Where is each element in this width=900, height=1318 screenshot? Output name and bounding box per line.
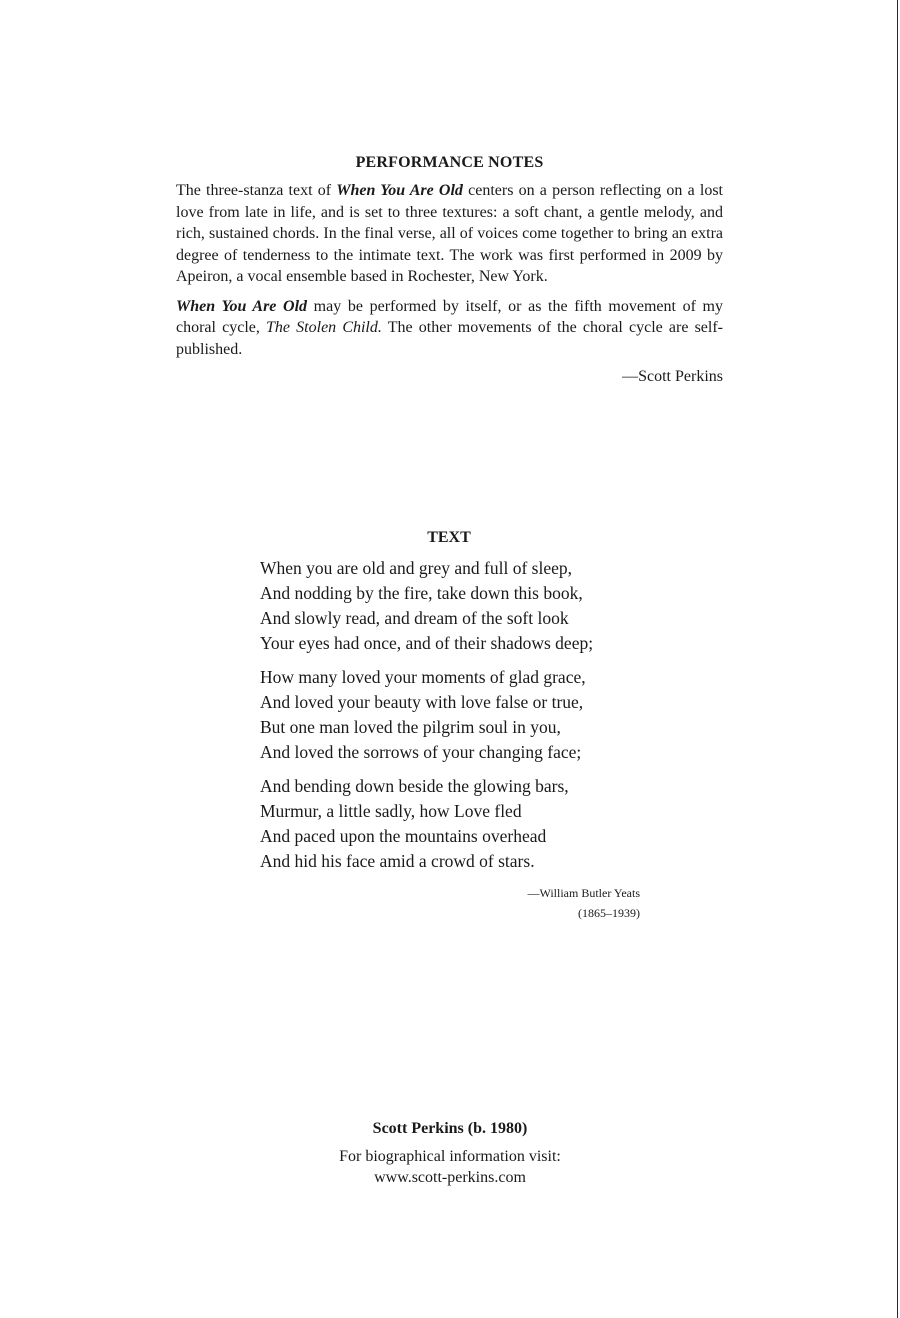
performance-notes-paragraph-1 <box>176 180 723 288</box>
text-heading: TEXT <box>427 529 471 546</box>
composer-name: Scott Perkins (b. 1980) <box>372 1120 528 1137</box>
poem-line: And loved the sorrows of your changing face; <box>260 742 582 762</box>
poem-line: Your eyes had once, and of their shadows deep; <box>260 633 594 653</box>
p2-cycle-title: The Stolen Child. <box>266 319 382 336</box>
poem-stanza-2 <box>260 665 640 765</box>
text-section <box>260 529 640 923</box>
poem-author-dates: (1865–1939) <box>578 906 640 920</box>
poem-line: But one man loved the pilgrim soul in you, <box>260 717 561 737</box>
performance-notes-section <box>176 154 723 386</box>
composer-info <box>0 1146 900 1188</box>
performance-notes-paragraph-2 <box>176 296 723 361</box>
p2-middle: may be performed by itself, or as the fifth movement of my choral cycle, <box>176 297 723 336</box>
poem-stanza-3 <box>260 774 640 874</box>
poem-line: And bending down beside the glowing bars, <box>260 776 569 796</box>
p1-intro: The three-stanza text of <box>176 182 337 199</box>
notes-signature: —Scott Perkins <box>622 368 723 385</box>
p1-work-title: When You Are Old <box>336 182 463 199</box>
poem-line: When you are old and grey and full of sleep, <box>260 558 572 578</box>
poem-stanza-1 <box>260 556 640 656</box>
poem-line: Murmur, a little sadly, how Love fled <box>260 801 522 821</box>
poem-line: And paced upon the mountains overhead <box>260 826 547 846</box>
poem-credit <box>260 883 640 923</box>
composer-website: www.scott-perkins.com <box>374 1169 526 1186</box>
composer-section <box>0 1120 900 1188</box>
poem-line: And loved your beauty with love false or true, <box>260 692 584 712</box>
performance-notes-heading: PERFORMANCE NOTES <box>355 154 544 171</box>
p2-body: The other movements of the choral cycle are self-published. <box>176 319 723 358</box>
poem-line: How many loved your moments of glad grace, <box>260 667 586 687</box>
composer-info-line: For biographical information visit: <box>339 1148 561 1165</box>
poem-author: —William Butler Yeats <box>527 886 640 900</box>
poem-line: And hid his face amid a crowd of stars. <box>260 851 535 871</box>
poem-line: And slowly read, and dream of the soft look <box>260 608 569 628</box>
p1-body: centers on a person reflecting on a lost love from late in life, and is set to three textures: a soft chant, a gentle melody, and rich, sustained chords. In the final verse, all of voices come together to bring an extra degree of tenderness to the intimate text. The work was first performed in 2009 by Apeiron, a vocal ensemble based in Rochester, New York. <box>176 182 724 285</box>
poem-line: And nodding by the fire, take down this book, <box>260 583 583 603</box>
p2-work-title: When You Are Old <box>176 297 308 315</box>
